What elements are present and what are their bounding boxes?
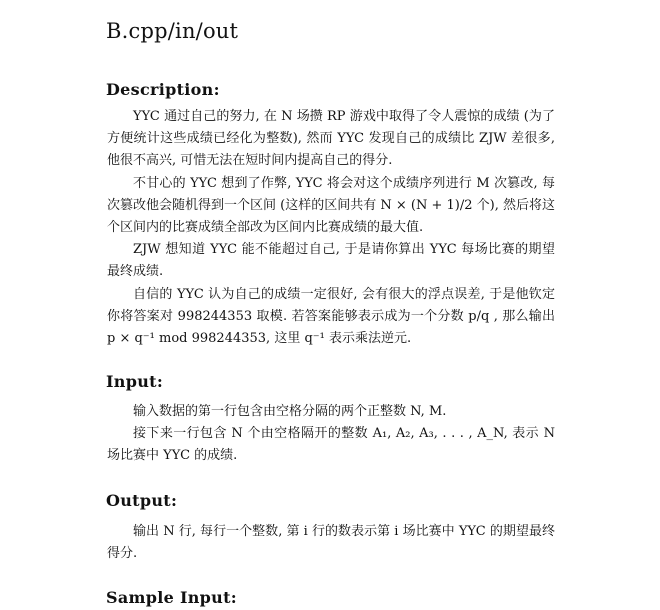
input-body [107,401,555,468]
problem-title: B.cpp/in/out [106,19,239,43]
input-paragraph-1: 输入数据的第一行包含由空格分隔的两个正整数 N, M. [133,404,447,419]
description-paragraph-3: ZJW 想知道 YYC 能不能超过自己, 于是请你算出 YYC 每场比赛的期望最终成绩. [107,242,555,280]
description-paragraph-1: YYC 通过自己的努力, 在 N 场攒 RP 游戏中取得了令人震惊的成绩 (为了方便统计这些成绩已经化为整数), 然而 YYC 发现自己的成绩比 ZJW 差很多, 他很不高兴, 可惜无法在短时间内提高自己的得分. [107,109,555,169]
output-body [107,521,555,565]
description-paragraph-2: 不甘心的 YYC 想到了作弊, YYC 将会对这个成绩序列进行 M 次篡改, 每次篡改他会随机得到一个区间 (这样的区间共有 N × (N + 1)/2 个), 然后将这个区间内的比赛成绩全部改为区间内比赛成绩的最大值. [107,175,555,236]
input-heading: Input: [106,372,164,391]
description-heading: Description: [106,80,220,99]
output-paragraph-1: 输出 N 行, 每行一个整数, 第 i 行的数表示第 i 场比赛中 YYC 的期望最终得分. [107,524,555,562]
description-body [107,106,555,350]
sample-input-heading: Sample Input: [106,588,238,607]
input-paragraph-2: 接下来一行包含 N 个由空格隔开的整数 A₁, A₂, A₃, . . . , A_N, 表示 N 场比赛中 YYC 的成绩. [107,426,555,464]
description-paragraph-4: 自信的 YYC 认为自己的成绩一定很好, 会有很大的浮点误差, 于是他钦定你将答案对 998244353 取模. 若答案能够表示成为一个分数 p/q , 那么输出 p × q⁻¹ mod 998244353, 这里 q⁻¹ 表示乘法逆元. [107,286,555,347]
output-heading: Output: [106,491,178,510]
